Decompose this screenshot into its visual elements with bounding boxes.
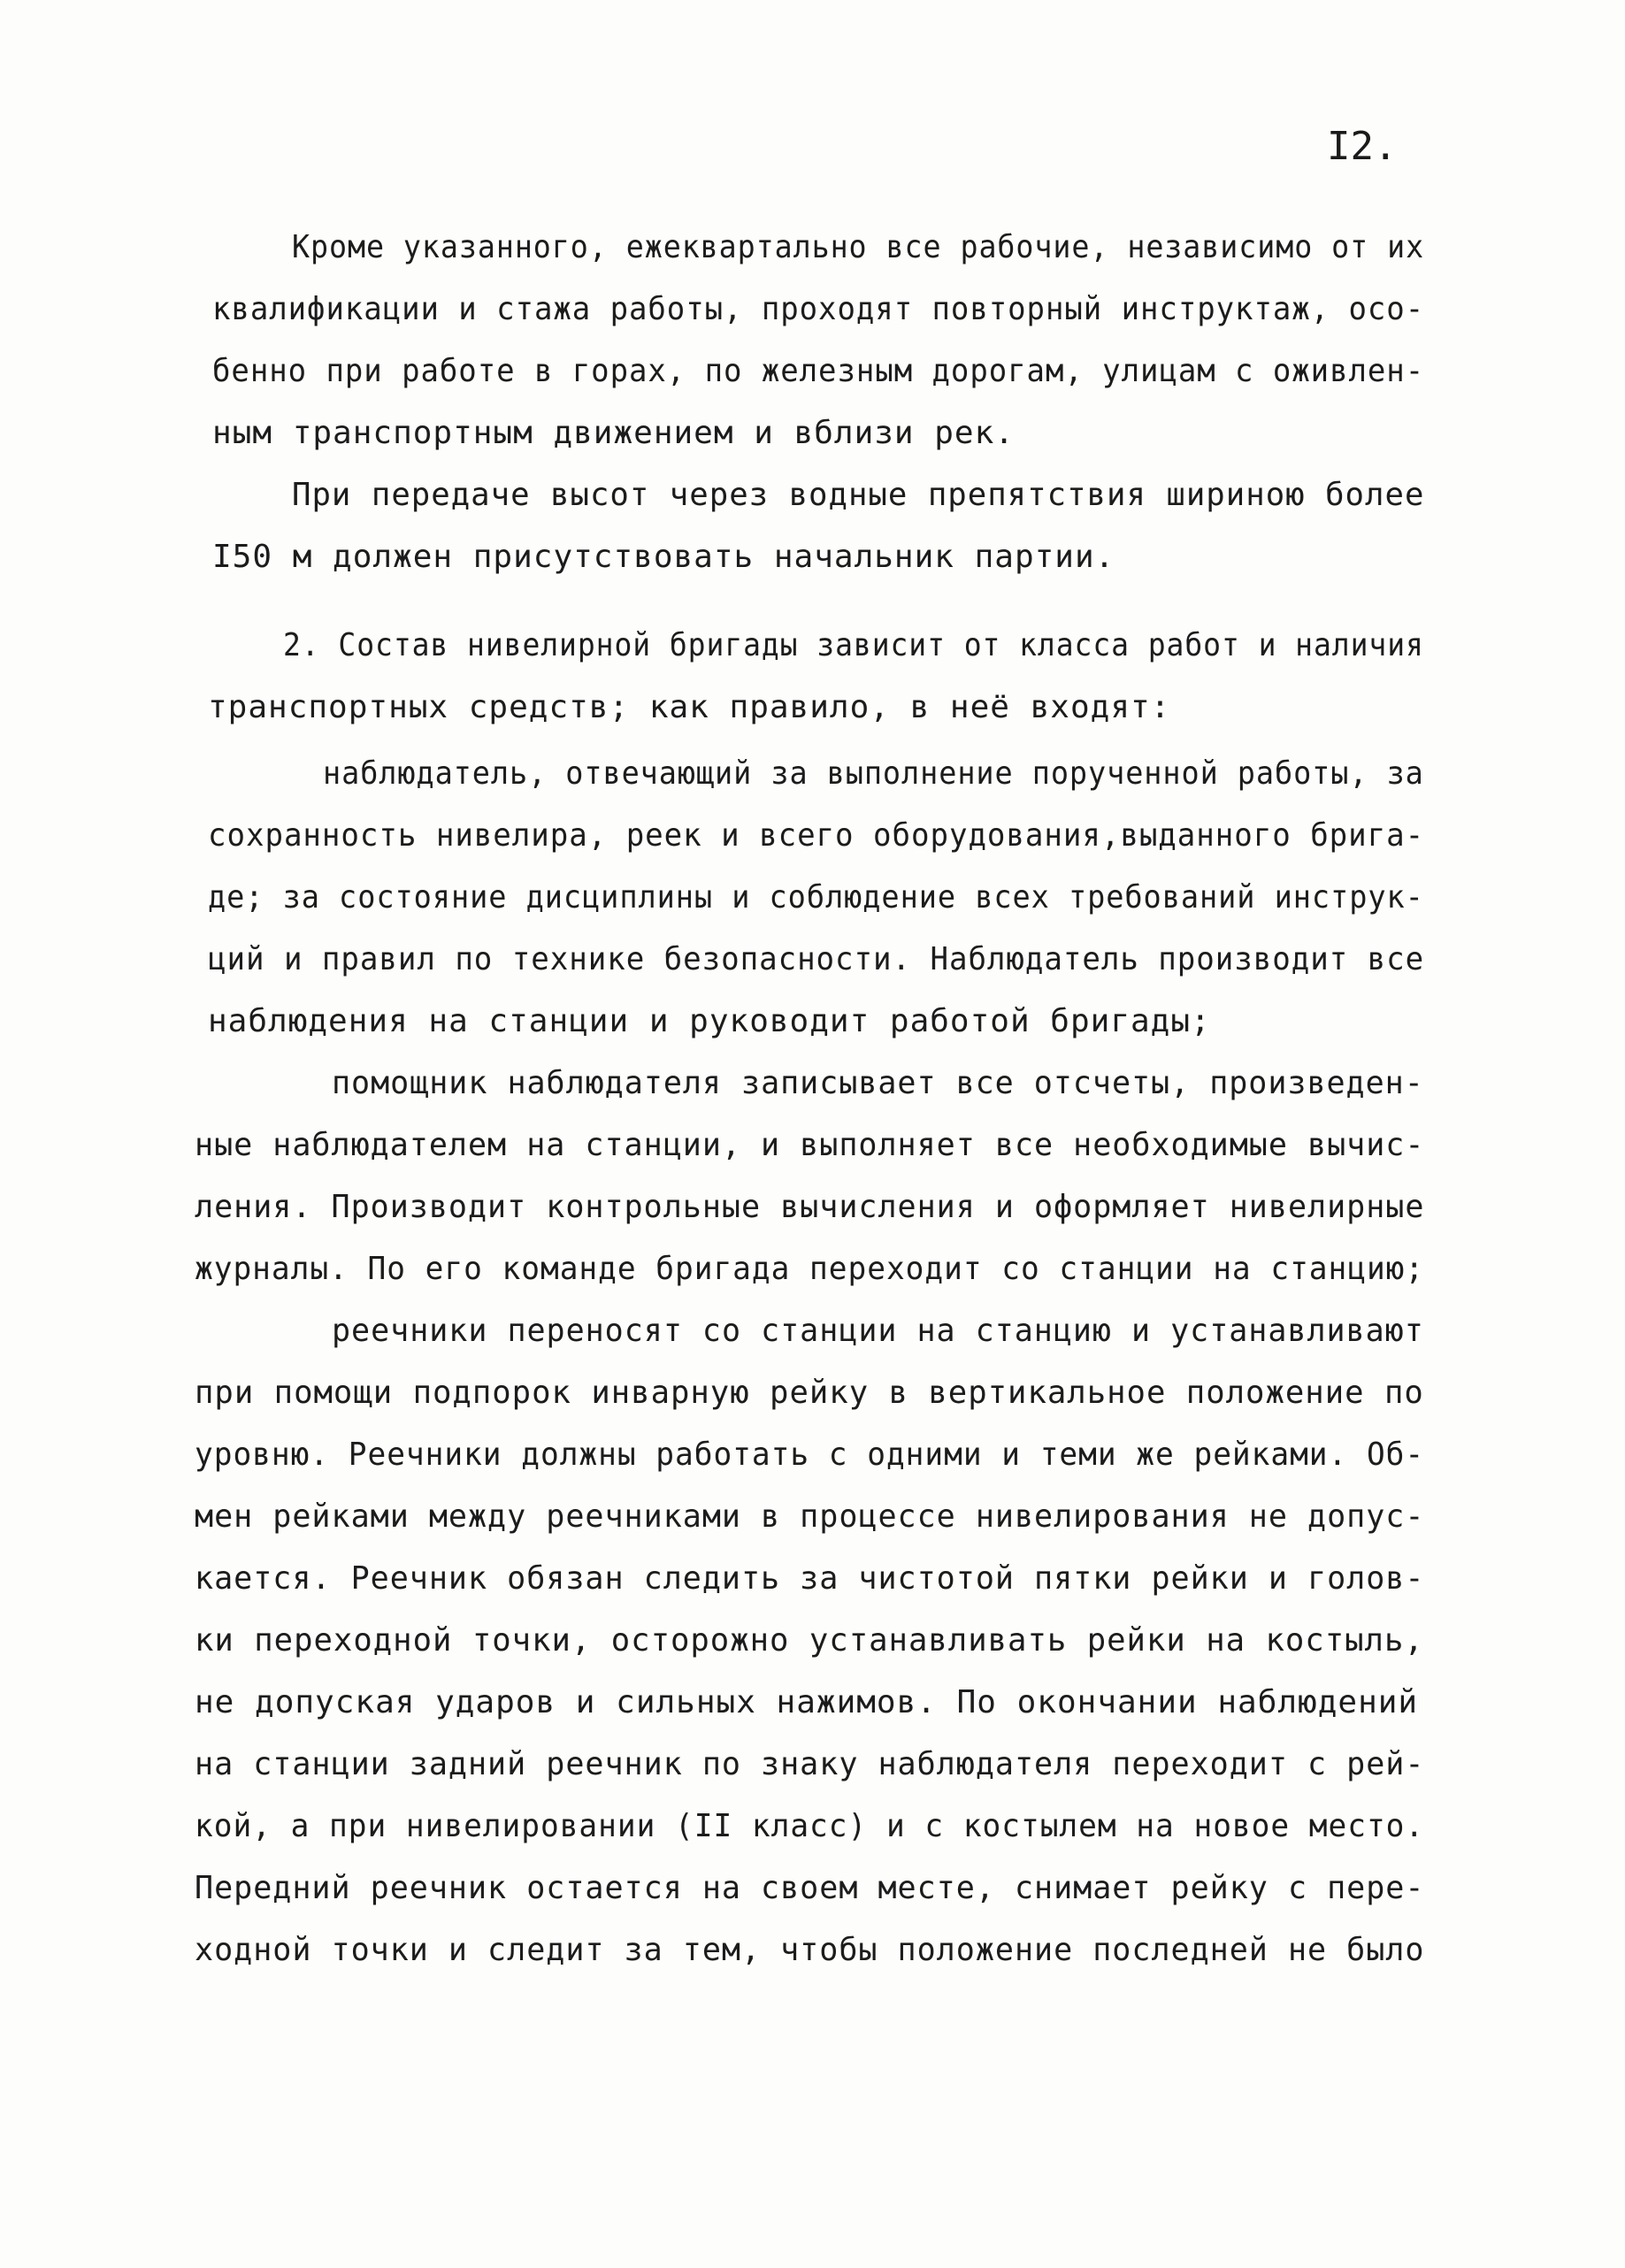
text-line: журналы. По его команде бригада переходит со станции на станцию; (195, 1251, 1425, 1287)
text-line: Передний реечник остается на своем месте, снимает рейку с пере- (195, 1870, 1425, 1906)
text-line: наблюдатель, отвечающий за выполнение порученной работы, за (323, 755, 1424, 792)
text-line: наблюдения на станции и руководит работой бригады; (208, 1003, 1211, 1039)
text-line: Кроме указанного, ежеквартально все рабочие, независимо от их (292, 229, 1425, 265)
text-line: при помощи подпорок инварную рейку в вертикальное положение по (195, 1375, 1424, 1411)
text-line: ления. Производит контрольные вычисления и оформляет нивелирные (195, 1189, 1425, 1225)
page-number: I2. (1327, 124, 1398, 169)
text-line: ным транспортным движением и вблизи рек. (212, 415, 1015, 451)
text-line: При передаче высот через водные препятствия шириною более (292, 477, 1425, 513)
text-line: транспортных средств; как правило, в неё входят: (208, 689, 1171, 725)
text-line: уровню. Реечники должны работать с одними и теми же рейками. Об- (195, 1437, 1425, 1473)
text-line: мен рейками между реечниками в процессе нивелирования не допус- (195, 1498, 1425, 1535)
text-line: кается. Реечник обязан следить за чистотой пятки рейки и голов- (195, 1560, 1425, 1597)
text-line: бенно при работе в горах, по железным дорогам, улицам с оживлен- (212, 353, 1425, 389)
text-line: де; за состояние дисциплины и соблюдение всех требований инструк- (208, 879, 1424, 916)
text-line: кой, а при нивелировании (II класс) и с костылем на новое место. (195, 1808, 1425, 1844)
text-line: ходной точки и следит за тем, чтобы положение последней не было (195, 1932, 1425, 1968)
text-line: квалификации и стажа работы, проходят повторный инструктаж, осо- (212, 291, 1425, 327)
text-line: не допуская ударов и сильных нажимов. По окончании наблюдений (195, 1684, 1419, 1720)
text-line: I50 м должен присутствовать начальник партии. (212, 539, 1115, 575)
text-line: ные наблюдателем на станции, и выполняет все необходимые вычис- (195, 1127, 1425, 1163)
text-line: ций и правил по технике безопасности. Наблюдатель производит все (208, 941, 1425, 977)
text-line: ки переходной точки, осторожно устанавливать рейки на костыль, (195, 1622, 1424, 1659)
text-line: 2. Состав нивелирной бригады зависит от класса работ и наличия (283, 627, 1424, 663)
text-line: помощник наблюдателя записывает все отсчеты, произведен- (332, 1065, 1424, 1101)
text-line: на станции задний реечник по знаку наблюдателя переходит с рей- (195, 1746, 1425, 1782)
text-line: реечники переносят со станции на станцию и устанавливают (332, 1313, 1424, 1349)
text-line: сохранность нивелира, реек и всего оборудования,выданного брига- (208, 817, 1425, 854)
